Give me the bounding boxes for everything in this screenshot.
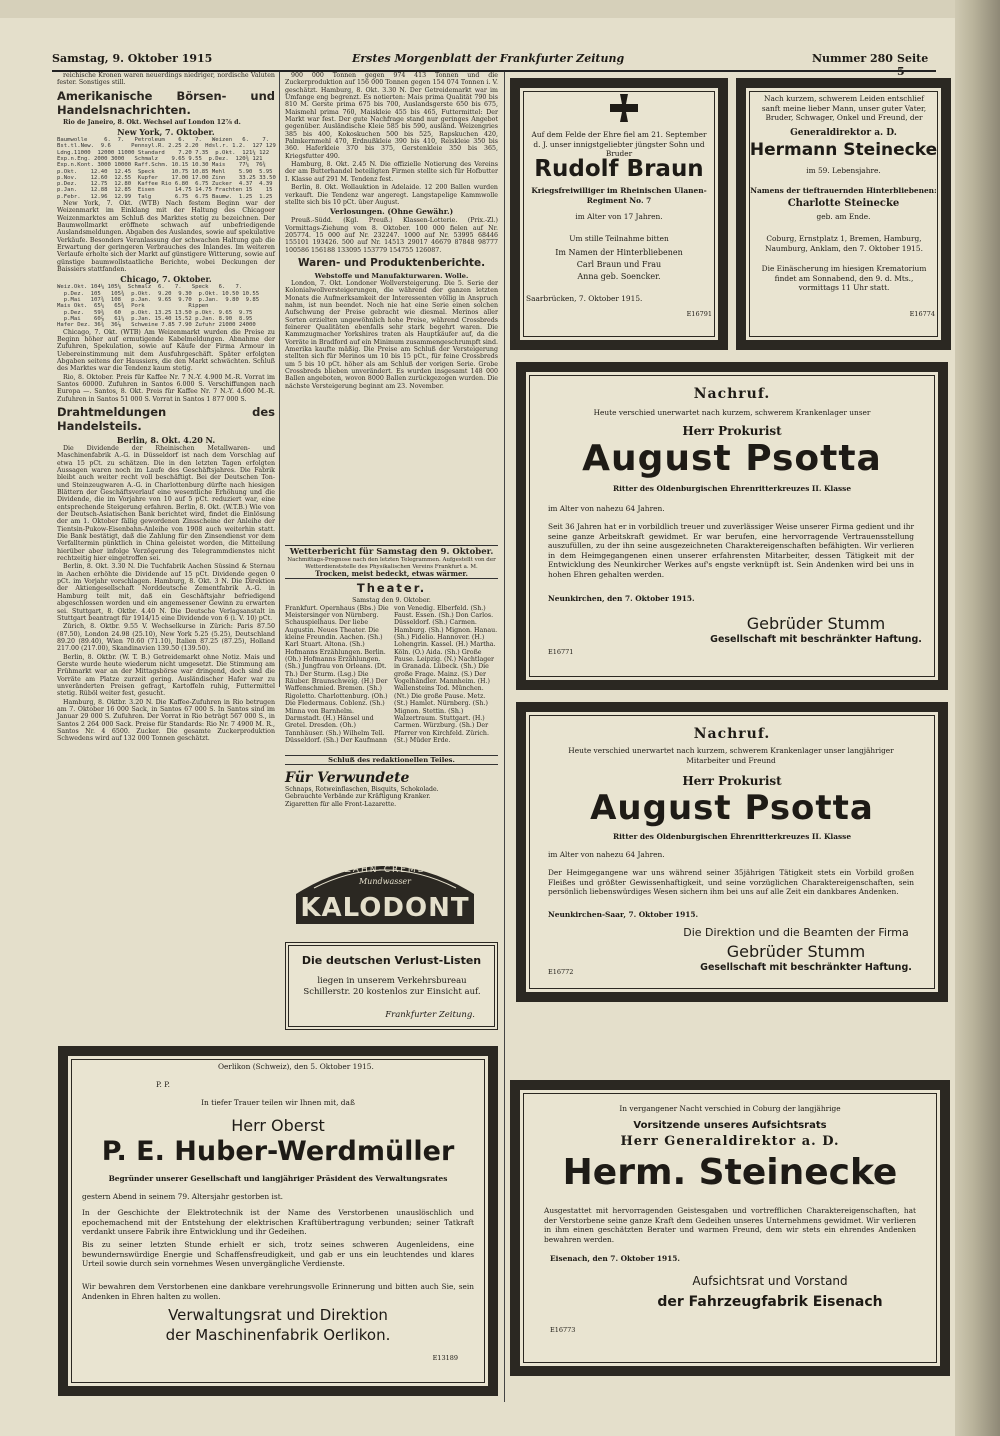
steinecke-sign2: Charlotte Steinecke xyxy=(787,198,900,209)
weather-forecast: Trocken, meist bedeckt, etwas wärmer. xyxy=(315,569,468,578)
psotta2-place: Neunkirchen-Saar, 7. Oktober 1915. xyxy=(548,910,699,919)
lottery-heading: Verlosungen. (Ohne Gewähr.) xyxy=(329,207,454,217)
obituary-braun xyxy=(510,78,728,350)
editorial-end: Schluß des redaktionellen Teiles. xyxy=(285,755,498,765)
butter-report: Hamburg, 8. Okt. 2.45 N. Die offizielle Notierung des Vereins der am Butterhandel beteiligten Firmen stellte sich für Hofbutter I. Klasse auf 291 M. Tendenz fest. xyxy=(285,161,498,183)
huber-title: Herr Oberst xyxy=(231,1116,325,1135)
ad-verwundete xyxy=(285,770,498,830)
psotta1-head: Nachruf. xyxy=(693,386,771,402)
obituary-psotta-firm xyxy=(516,362,948,690)
huber-sign1: Verwaltungsrat und Direktion xyxy=(168,1306,388,1324)
table-row: Mais Okt. 65¼ 65¾ Pork Rippen xyxy=(57,303,209,310)
verlust-text: liegen in unserem Verkehrsbureau Schillerstr. 20 kostenlos zur Einsicht auf. xyxy=(303,976,481,997)
lottery-report: Preuß.-Südd. (Kgl. Preuß.) Klassen-Lotterie. (Prix.-Zl.) Vormittags-Ziehung vom 8. Oktober. 100 000 fielen auf Nr. 205774. 15 000 auf Nr. 232247. 1000 auf Nr. 53995 68446 155101 193426. 500 auf Nr. 14513 29017 46679 87848 98777 100586 156188 133095 153779 154755 126087. xyxy=(285,217,498,254)
kalodont-advert xyxy=(286,846,484,928)
steinecke-intro: Nach kurzem, schwerem Leiden entschlief sanft meine lieber Mann, unser guter Vater, Bruder, Schwager, Onkel und Freund, der xyxy=(761,94,927,122)
braun-place: Saarbrücken, 7. Oktober 1915. xyxy=(526,294,643,303)
steinecke-big-title1: Vorsitzende unseres Aufsichtsrats xyxy=(633,1120,827,1131)
column-rule xyxy=(504,72,505,1402)
chicago-table xyxy=(57,284,275,328)
page-binding xyxy=(955,0,1000,1436)
huber-intro: In tiefer Trauer teilen wir Ihnen mit, daß xyxy=(201,1098,355,1107)
waren-subheading: Webstoffe und Manufakturwaren. Wolle. xyxy=(314,271,469,280)
section-heading: Amerikanische Börsen- und Handelsnachrichten. xyxy=(57,88,275,117)
steinecke-place: Coburg, Ernstplatz 1, Bremen, Hamburg, Naumburg, Anklam, den 7. Oktober 1915. xyxy=(765,234,923,253)
berlin-heading: Berlin, 8. Okt. 4.20 N. xyxy=(116,434,216,445)
psotta1-name: August Psotta xyxy=(582,438,882,479)
verlust-sign: Frankfurter Zeitung. xyxy=(385,1010,475,1020)
theater-heading: Theater. xyxy=(356,581,427,596)
steinecke-sign1: Namens der tieftrauernden Hinterbliebenen: xyxy=(750,186,937,195)
psotta2-text: Der Heimgegangene war uns während seiner 35jährigen Tätigkeit stets ein Vorbild großen Fleißes und größter Gewissenhaftigkeit, und seine vorzüglichen Charaktereigenschaften, sein persönlich liebenswürdiges Wesen sichern ihm bei uns auf alle Zeit ein dankbares Andenken. xyxy=(548,868,914,896)
huber-role: Begründer unserer Gesellschaft und langjähriger Präsident des Verwaltungsrates xyxy=(108,1174,448,1183)
table-row: p.Dez. 59¾ 60 p.Okt. 13.25 13.50 p.Okt. 9.65 9.75 xyxy=(57,309,253,316)
verlust-heading: Die deutschen Verlust-Listen xyxy=(301,954,482,967)
braun-intro: Auf dem Felde der Ehre fiel am 21. September d. J. unser innigstgeliebter jüngster Sohn und Bruder xyxy=(531,130,707,158)
column-weather-theater xyxy=(285,545,498,773)
steinecke-title: Generaldirektor a. D. xyxy=(790,128,897,138)
huber-sign2: der Maschinenfabrik Oerlikon. xyxy=(165,1326,391,1344)
verwundete-heading: Für Verwundete xyxy=(285,770,410,786)
chicago-heading: Chicago, 7. Oktober. xyxy=(120,274,212,285)
hamburg-report: 900 000 Tonnen gegen 974 413 Tonnen und die Zuckerproduktion auf 156 000 Tonnen gegen 154 074 Tonnen i. V. geschätzt. Hamburg, 8. Okt. 3.30 N. Der Getreidemarkt war im Umfange eng begrenzt. Es notierten: Mais prima Qualität 790 bis 810 M. Gerste prima 675 bis 700, Auslandsgerste 650 bis 675, Maismehl prima 760, Maiskleie 455 bis 465, Futtermittel: Der Markt war fest. Der gute Nachfrage stand nur geringes Angebot gegenüber. Ausländische Kleie 585 bis 590, ausländ. Weizengries 385 bis 400, Kokoskuchen 500 bis 525, Rapskuchen 420, Palmkernmehl 470, Erdnußkleie 390 bis 410, Reiskleie 350 bis 360. Haferkleie 370 bis 375, Gerstenkleie 350 bis 365, Kriegsfutter 490. xyxy=(285,72,498,160)
steinecke-big-sign2: der Fahrzeugfabrik Eisenach xyxy=(657,1294,883,1310)
hamburg-coffee-report: Hamburg, 8. Oktbr. 3.20 N. Die Kaffee-Zufuhren in Rio betrugen am 7. Oktober 16 000 Sack, in Santos 67 000 S. In Santos sind im Januar 29 000 S. Zufuhren. Der Vorrat in Rio beträgt 567 000 S., in Santos 2 264 000 Sack. Preise für Standards: Rio Nr. 7 4900 M. R., Santos Nr. 4 6500. Zucker. Die gesamte Zuckerproduktion Schwedens wird auf 132 000 Tonnen geschätzt. xyxy=(57,698,275,743)
iron-cross-icon xyxy=(610,94,638,122)
table-row: Hafer Dez. 36¾ 36⅞ Schweine 7.85 7.90 Zufuhr 21000 24000 xyxy=(57,322,256,329)
kalodont-line2: Mundwasser xyxy=(358,877,412,886)
psotta2-title: Herr Prokurist xyxy=(682,774,782,788)
psotta2-sign: Die Direktion und die Beamten der Firma xyxy=(683,926,909,939)
header-date: Samstag, 9. Oktober 1915 xyxy=(52,52,213,65)
huber-place: Oerlikon (Schweiz), den 5. Oktober 1915. xyxy=(218,1062,374,1071)
psotta1-firm: Gebrüder Stumm xyxy=(746,614,886,633)
obituary-steinecke-family xyxy=(736,78,951,350)
obituary-huber xyxy=(58,1046,498,1396)
huber-text2: Bis zu seiner letzten Stunde erhielt er sich, trotz seines schweren Augenleidens, eine bewundernswürdige Energie und Schaffensfreudigkeit, und gab er uns ein leuchtendes und klares Urteil sowie durch sein vornehmes Wesen unvergängliche Verdienste. xyxy=(82,1240,474,1268)
newyork-table xyxy=(57,137,275,200)
table-row: p.Okt. 12.40 12.45 Speck 10.75 10.85 Mehl 5.90 5.95 xyxy=(57,168,273,175)
steinecke-big-intro: In vergangener Nacht verschied in Coburg der langjährige xyxy=(619,1104,841,1113)
theater-date: Samstag den 9. Oktober. xyxy=(352,597,431,605)
psotta1-age: im Alter von nahezu 64 Jahren. xyxy=(548,504,665,513)
braun-age: im Alter von 17 Jahren. xyxy=(575,212,663,221)
huber-pp: P. P. xyxy=(156,1080,170,1089)
steinecke-big-place: Eisenach, den 7. Oktober 1915. xyxy=(550,1254,680,1263)
steinecke-funeral: Die Einäscherung im hiesigen Krematorium findet am Sonnabend, den 9. d. Mts., vormittags 11 Uhr statt. xyxy=(761,264,927,292)
table-row: p.Nov. 12.60 12.55 Kupfer 17.00 17.00 Zinn 33.25 33.50 xyxy=(57,174,276,181)
steinecke-big-text: Ausgestattet mit hervorragenden Geistesgaben und vortrefflichen Charaktereigenschaften, hat der Verstorbene seine ganze Kraft dem Gedeihen unseres Unternehmens gewidmet. Wir verlieren in ihm einen geschätzten Berater und warmen Freund, dem wir stets ein ehrendes Andenken bewahren werden. xyxy=(544,1206,916,1244)
psotta1-place: Neunkirchen, den 7. Oktober 1915. xyxy=(548,594,695,603)
braun-sign2: Carl Braun und Frau xyxy=(576,260,662,269)
kalodont-line1: ZAHN-CREME xyxy=(344,865,426,875)
ad-verlustlisten xyxy=(285,942,498,1030)
table-row: Weiz.Okt. 104¼ 105¼ Schmalz 6. 7. Speck 6. 7. xyxy=(57,284,243,291)
steinecke-big-name: Herm. Steinecke xyxy=(562,1152,898,1193)
steinecke-name: Hermann Steinecke xyxy=(749,140,938,160)
rio-report: Rio, 8. Oktober. Preis für Kaffee Nr. 7 N.-Y. 4.900 M.-R. Vorrat im Santos 60000. Zufuhren in Santos 6.000 S. Verschiffungen nach Europa —. Santos, 8. Okt. Preis für Kaffee Nr. 7 N.-Y. 4.600 M.-R. Zufuhren in Santos 51 000 S. Vorrat in Santos 1 877 000 S. xyxy=(57,373,275,403)
psotta2-code: E16772 xyxy=(548,968,574,976)
psotta1-title: Herr Prokurist xyxy=(682,424,782,438)
table-row: Exp.n.Kont. 3000 10000 Raff.Schm. 10.15 10.30 Mais 77¼ 76¾ xyxy=(57,162,266,169)
scan-edge xyxy=(0,0,1000,18)
psotta2-firm2: Gesellschaft mit beschränkter Haftung. xyxy=(700,962,912,973)
grain-report: Berlin, 8. Oktbr. (W. T. B.) Getreidemarkt ohne Notiz. Mais und Gerste wurde heute wiederum nicht umgesetzt. Die Stimmung am Frühmarkt war an der Mittagsbörse war dringend, doch sind die Vorräte am Platze zurzeit gering. Ausländischer Hafer war zu unveränderten Preisen gefragt, Kartoffeln ruhig, Futtermittel stetig. Rüböl weiter fest, gesucht. xyxy=(57,653,275,698)
london-wool-report: London, 7. Okt. Londoner Wollversteigerung. Die 5. Serie der Kolonialwollversteigerungen, die während der ganzen letzten Monats die Aufmerksamkeit der Interessenten völlig in Anspruch nahm, ist nun beendet. Noch nie hat eine Serie einen solchen Aufschwung der Preise gebracht wie diesmal. Merinos aller Sorten erzielten ungewöhnlich hohe Preise, während Crossbreds feinerer Qualitäten ebenfalls sehr stark begehrt waren. Die Kammzugmacher Yorkshires traten als Hauptkäufer auf, da die Vorräte in Bradford auf ein Minimum zusammengeschrumpft sind. Amerika kaufte mäßig. Die Preise am Schluß der Versteigerung stellten sich für Merinos um 10 bis 15 pCt., für feine Crossbreds um 5 bis 10 pCt. höher als am Schluß der vorigen Serie. Grobe Crossbreds blieben unverändert. Es wurden insgesamt 148 000 Ballen angeboten, wovon 8000 Ballen zurückgezogen wurden. Die nächste Versteigerung beginnt am 23. November. xyxy=(285,279,498,390)
table-row: p.Jan. 12.88 12.85 Eisen 14.75 14.75 Frachten 15 15 xyxy=(57,187,273,194)
braun-code: E16791 xyxy=(686,310,712,318)
psotta1-firm2: Gesellschaft mit beschränkter Haftung. xyxy=(710,634,922,645)
newyork-report: New York, 7. Okt. (WTB) Nach festem Beginn war der Weizenmarkt im Einklang mit der Haltung des Chicagoer Weizenmarktes am Schluß des Marktes stetig zu bezeichnen. Der Baumwollmarkt eröffnete schwach auf unbefriedigende Auslandsmeldungen. Abgaben des Auslandes, sowie auf spekulative Verkäufe. Besonders Veranlassung der schwachen Haltung gab die Erwartung der geringeren Verbrauches des Inlandes. Im weiteren Verlaufe erholte sich der Markt auf günstigere Witterung, sowie auf günstige baumwollstaatliche Berichte, wobei Deckungen der Baissiers stattfanden. xyxy=(57,200,275,274)
psotta1-intro: Heute verschied unerwartet nach kurzem, schwerem Krankenlager unser xyxy=(593,408,871,417)
header-number: Nummer 280 xyxy=(812,52,893,65)
rio-line: Rio de Janeiro, 8. Okt. Wechsel auf London 12⅞ d. xyxy=(63,118,241,126)
table-row: Baumwolle 6. 7. Petroleum 6. 7. Weizen 6. 7. xyxy=(57,137,270,144)
huber-died: gestern Abend in seinem 79. Altersjahr gestorben ist. xyxy=(82,1192,284,1201)
newyork-heading: New York, 7. Oktober. xyxy=(117,127,215,138)
header-paper: Erstes Morgenblatt der Frankfurter Zeitung xyxy=(352,52,625,65)
huber-text3: Wir bewahren dem Verstorbenen eine dankbare verehrungsvolle Erinnerung und bitten auch Sie, sein Andenken in Ehren halten zu wollen. xyxy=(82,1282,474,1301)
psotta2-age: im Alter von nahezu 64 Jahren. xyxy=(548,850,665,859)
table-row: Exp.n.Eng. 2000 3000 Schmalz 9.65 9.55 p.Dez. 120¾ 121 xyxy=(57,155,263,162)
theater-listings: Frankfurt. Opernhaus (Bbs.) Die Meistersinger von Nürnberg. Schauspielhaus. Der liebe Augustin. Neues Theater. Die kleine Freundin. Aachen. (Sh.) Karl Stuart. Altona. (Sh.) Hofmanns Erzählungen. Berlin. (Oh.) Hofmanns Erzählungen. (Sh.) Jungfrau von Orleans. (Dt. Th.) Der Sturm. (Lsg.) Die Räuber. Braunschweig. (H.) Der Waffenschmied. Bremen. (Sh.) Rigoletto. Charlottenburg. (Oh.) Die Fledermaus. Coblenz. (Sh.) Minna von Barnhelm. Darmstadt. (H.) Hänsel und Gretel. Dresden. (Oh.) Tannhäuser. (Sh.) Wilhelm Tell. Düsseldorf. (Sh.) Der Kaufmann von Venedig. Elberfeld. (Sh.) Faust. Essen. (Sh.) Don Carlos. Düsseldorf. (Sh.) Carmen. Hamburg. (Sh.) Mignon. Hanau. (Sh.) Fidelio. Hannover. (H.) Lohengrin. Kassel. (H.) Martha. Köln. (O.) Aida. (Sh.) Große Pause. Leipzig. (N.) Nachtlager in Granada. Lübeck. (Sh.) Die große Frage. Mainz. (S.) Der Vogelhändler. Mannheim. (H.) Wallensteins Tod. München. (Nt.) Die große Pause. Metz. (St.) Hamlet. Nürnberg. (Sh.) Mignon. Stettin. (Sh.) Walzertraum. Stuttgart. (H.) Carmen. Würzburg. (Sh.) Der Pfarrer von Kirchfeld. Zürich. (St.) Müder Erde. xyxy=(285,604,498,744)
berlin-report: Die Dividende der Rheinischen Metallwaren- und Maschinenfabrik A.-G. in Düsseldorf ist nach dem Vorschlag auf etwa 15 pCt. zu schätzen. Die in den letzten Tagen erfolgten Aussagen waren noch im Laufe des Geschäftsjahres. Die Fabrik bleibt auch weiter recht voll beschäftigt. Bei der Deutschen Ton- und Steinzeugwaren A.-G. in Charlottenburg dürfte nach hiesigen Blättern der Geschäftsverlauf eine wesentliche Erhöhung und die Dividende, die im Vorjahre von 10 auf 5 pCt. reduziert war, eine entsprechende Steigerung erfahren. Berlin, 8. Okt. (W.T.B.) Wie von der Deutsch-Asiatischen Bank berichtet wird, findet die Einlösung der am 1. Oktober fällig gewordenen Zinsscheine der Anleihe der Tientsin-Pukow-Eisenbahn-Anleihe von 1908 auch weiterhin statt. Die Bank bestätigt, daß die Zahlung für den Zinsendienst vor dem Verfalltermin pünktlich in China geleistet worden, die Mitteilung hierüber aber infolge Verzögerung des Telegrammdienstes nicht rechtzeitig hier eingetroffen sei. xyxy=(57,444,275,563)
steinecke-big-code: E16773 xyxy=(550,1326,576,1334)
column-rule xyxy=(279,72,280,687)
kalodont-brand: KALODONT xyxy=(300,893,470,923)
psotta1-text: Seit 36 Jahren hat er in vorbildlich treuer und zuverlässiger Weise unserer Firma gedient und ihr seine ganze Arbeitskraft gewidmet. Er war berufen, eine hervorragende Vertrauensstellung auszufüllen, zu der ihn seine ausgezeichneten Charaktereigenschaften befähigten. Wir verlieren in dem Heimgegangenen einen unserer erfahrensten Mitarbeiter, dessen Tätigkeit mit der Entwicklung des Neunkircher Werkes auf's engste verknüpft ist. Sein Andenken wird bei uns in hohen Ehren gehalten werden. xyxy=(548,522,914,579)
steinecke-small-code: E16774 xyxy=(909,310,935,318)
braun-name: Rudolf Braun xyxy=(534,156,704,182)
column-markets xyxy=(57,72,276,743)
section-heading: Waren- und Produktenberichte. xyxy=(297,256,486,269)
wool-report: Berlin, 8. Okt. Wollauktion in Adelaide. 12 200 Ballen wurden verkauft. Die Tendenz war angeregt. Langstapelige Kammwolle stellte sich bis 10 pCt. über August. xyxy=(285,184,498,206)
obituary-psotta-staff xyxy=(516,702,948,1002)
psotta2-head: Nachruf. xyxy=(693,726,771,742)
obituary-steinecke-company xyxy=(510,1080,950,1376)
huber-name: P. E. Huber-Werdmüller xyxy=(101,1136,455,1167)
intro-text: reichische Kronen waren neuerdings niedriger, nordische Valuten fester. Sonstiges still. xyxy=(57,72,275,87)
verwundete-text: Schnaps, Rotweinflaschen, Bisquits, Schokolade. Gebrauchte Verbände zur Kräftigung Kranker. Zigaretten für alle Front-Lazarette. xyxy=(285,786,439,808)
zurich-report: Zürich, 8. Oktbr. 9.55 V. Wechselkurse in Zürich: Paris 87.50 (87.50), London 24.98 (25.10), New York 5.25 (5.25), Deutschland 89.20 (89.40), Wien 70.60 (71.10), Italien 87.25 (87.25), Holland 217.00 (217.00), Skandinavien 139.50 (139.50). xyxy=(57,623,275,653)
table-row: p.Mai 60⅞ 61¼ p.Jan. 15.40 15.52 p.Jan. 8.90 8.95 xyxy=(57,315,253,322)
psotta2-firm: Gebrüder Stumm xyxy=(726,942,866,961)
steinecke-big-title2: Herr Generaldirektor a. D. xyxy=(620,1134,840,1149)
page-header xyxy=(52,52,936,78)
header-page: Seite 5 xyxy=(897,52,929,78)
psotta2-order: Ritter des Oldenburgischen Ehrenritterkreuzes II. Klasse xyxy=(612,832,852,841)
braun-regiment: Kriegsfreiwilliger im Rheinischen Ulanen-Regiment No. 7 xyxy=(531,186,707,205)
section-heading: Drahtmeldungen des Handelsteils. xyxy=(57,404,275,433)
braun-sign3: Anna geb. Soencker. xyxy=(577,272,661,281)
table-row: p.Dez. 12.75 12.80 Kaffee Rio 6.80 6.75 Zucker 4.37 4.39 xyxy=(57,181,273,188)
chicago-report: Chicago, 7. Okt. (WTB) Am Weizenmarkt wurden die Preise zu Beginn höher auf ermutigende Kabelmeldungen. Abnahme der Zufuhren, Spekulation, sowie auf Käufe der Firma Armour in Uebereinstimmung mit dem Ausfuhrgeschäft. Später erfolgten Abgaben seitens der Haussiers, die den Markt schwächten. Schluß des Marktes war die Tendenz kaum stetig. xyxy=(57,328,275,373)
column-products xyxy=(285,72,498,462)
psotta2-intro: Heute verschied unerwartet nach kurzem, schwerem Krankenlager unser langjähriger Mitarbeiter und Freund xyxy=(568,746,894,765)
braun-sign1: Im Namen der Hinterbliebenen xyxy=(555,248,683,257)
table-row: p.Mai 107¾ 108 p.Jan. 9.65 9.70 p.Jan. 9.80 9.85 xyxy=(57,297,260,304)
psotta1-order: Ritter des Oldenburgischen Ehrenritterkreuzes II. Klasse xyxy=(612,484,852,493)
steinecke-big-sign1: Aufsichtsrat und Vorstand xyxy=(692,1274,848,1288)
huber-text1: In der Geschichte der Elektrotechnik ist der Name des Verstorbenen unauslöschlich und epochemachend mit der Entstehung der elektrischen Kraftübertragung verbunden; seiner Tatkraft verdankt unsere Fabrik ihre Entwicklung und ihr Gedeihen. xyxy=(82,1208,474,1236)
huber-code: E13189 xyxy=(432,1354,458,1362)
steinecke-sign3: geb. am Ende. xyxy=(816,212,871,221)
psotta2-name: August Psotta xyxy=(590,788,874,828)
steinecke-age: im 59. Lebensjahre. xyxy=(806,166,881,175)
weather-subheading: Nachmittags-Prognose nach den letzten Telegrammen. Aufgestellt von der Wetterdienststelle des Physikalischen Vereins Frankfurt a. M. xyxy=(287,557,496,570)
table-row: p.Febr. 12.96 12.99 Talg 6.75 6.75 Baumw. 1.25 1.25 xyxy=(57,193,273,200)
weather-heading: Wetterbericht für Samstag den 9. Oktober. xyxy=(289,547,494,557)
dividend-report: Berlin, 8. Okt. 3.30 N. Die Tuchfabrik Aachen Süssind & Sternau in Aachen erhöhte die Dividende auf 15 pCt. Dividende gegen 0 pCt. im Vorjahr vorschlagen. Hamburg, 8. Okt. 3 N. Die Direktion der Aktiengesellschaft Norddeutsche Zementfabrik A.-G. in Hamburg teilt mit, daß ein Geschäftsjahr befriedigend abgeschlossen worden und ein angemessener Gewinn zu erwarten sei. Stuttgart, 8. Oktbr. 4.40 N. Die Deutsche Verlagsanstalt in Stuttgart beantragt für 1914/15 eine Dividende von 6 (i. V. 10) pCt. xyxy=(57,563,275,622)
table-row: Bst.tl.New. 9.6 Pennsyl.R. 2.25 2.20 Hdsl.r. 1.2. 127 129 xyxy=(57,143,276,150)
psotta1-code: E16771 xyxy=(548,648,574,656)
table-row: Ldng.11000 12000 11000 Standard 7.20 7.35 p.Okt. 121¼ 122 xyxy=(57,149,270,156)
braun-quiet: Um stille Teilnahme bitten xyxy=(569,234,669,243)
table-row: p.Dez. 105 105¾ p.Okt. 9.20 9.30 p.Okt. 10.50 10.55 xyxy=(57,290,260,297)
